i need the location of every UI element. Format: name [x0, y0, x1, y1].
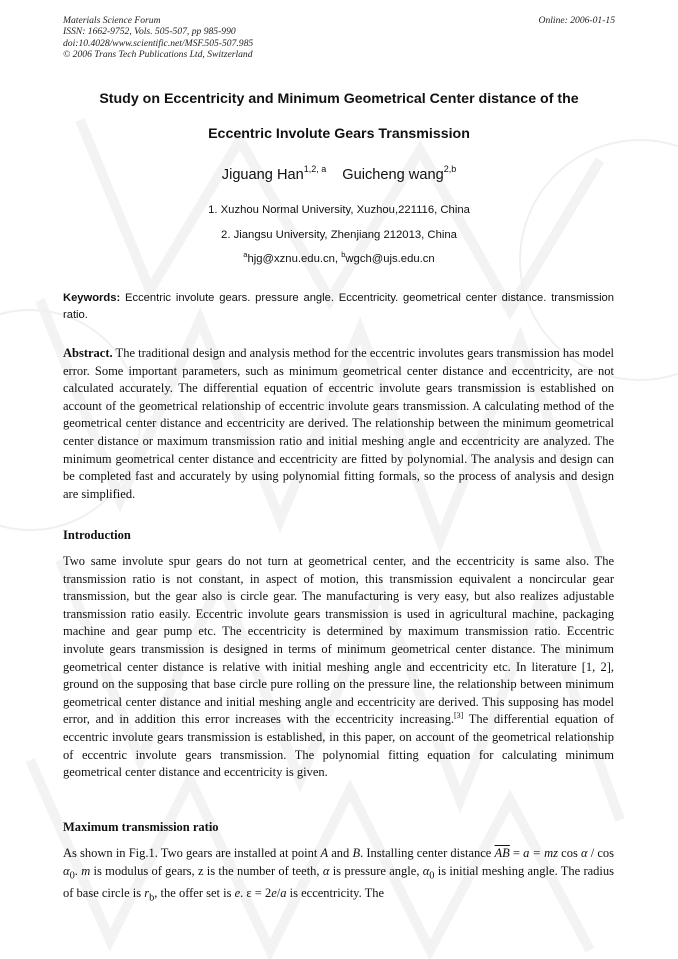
- introduction-heading: Introduction: [63, 528, 131, 542]
- online-date: Online: 2006-01-15: [538, 15, 615, 26]
- paper-title-line-1: Study on Eccentricity and Minimum Geometrical Center distance of the: [99, 91, 579, 107]
- introduction-paragraph: Two same involute spur gears do not turn at geometrical center, and the eccentricity is same also. The transmission ratio is not constant, in aspect of motion, this transmission equivalent a noncircular gear transmission, but the gear also is circle gear. The manufacturing is very easy, but also realizes adjustable transmission ratio easily. Eccentric involute gears transmission is used in agricultural machine, packaging machine and gear pump etc. The eccentricity is determined by maximum transmission ratio. Eccentric involute gears transmission is designed in terms of minimum geometrical center distance. The minimum geometrical center distance is relative with initial meshing angle and eccentricity etc. In literature [1, 2], ground on the supposing that base circle pure rolling on the pressure line, the relationship between minimum geometrical center distance and initial meshing angle and eccentricity are derived. This supposing has model error, and in addition this error increases with the eccentricity increasing.[3] The differential equation of eccentric involute gears transmission is established, in this paper, on account of the geometrical relationship of eccentric involute gears transmission. The polynomial fitting equation for calculating minimum geometrical center distance and eccentricity is given.: [63, 554, 614, 780]
- keywords-label: Keywords:: [63, 292, 121, 304]
- keywords-text: Eccentric involute gears. pressure angle. Eccentricity. geometrical center distance. transmission ratio.: [63, 292, 614, 322]
- author-1-affiliation: 1,2, a: [303, 164, 327, 174]
- doi-line[interactable]: doi:10.4028/www.scientific.net/MSF.505-507.985: [63, 37, 254, 49]
- author-list: [40, 164, 638, 183]
- affiliation-2: 2. Jiangsu University, Zhenjiang 212013, China: [221, 229, 457, 241]
- author-2-affiliation: 2,b: [443, 164, 457, 174]
- reference-citation[interactable]: [3]: [453, 711, 464, 721]
- email-a[interactable]: hjg@xznu.edu.cn,: [247, 253, 342, 265]
- author-emails: $^a$hjg@xznu.edu.cn, $^b$wgch@ujs.edu.cn: [243, 250, 435, 265]
- affiliation-1: 1. Xuzhou Normal University, Xuzhou,221116, China: [208, 204, 470, 216]
- paper-title-line-2: Eccentric Involute Gears Transmission: [208, 126, 470, 142]
- max-transmission-ratio-paragraph: As shown in Fig.1. Two gears are installed at point A and B. Installing center distance $\overline{AB} = a$ = mz cos α / $\cos \alpha_0$. m is modulus of gears, z is the number of teeth, α is pressure angle, $\alpha_0$ is initial meshing angle. The radius of base circle is $r_b$, the offer set is e. ε = 2e/a is eccentricity. The: [63, 846, 615, 904]
- abstract-label: Abstract.: [63, 346, 113, 360]
- abstract-paragraph: [63, 345, 614, 503]
- copyright-line: © 2006 Trans Tech Publications Ltd, Switzerland: [63, 49, 253, 61]
- issn-line: ISSN: 1662-9752, Vols. 505-507, pp 985-990: [63, 26, 236, 38]
- email-b[interactable]: wgch@ujs.edu.cn: [345, 253, 435, 265]
- keywords-block: [63, 290, 614, 325]
- abstract-text: The traditional design and analysis method for the eccentric involutes gears transmission has model error. Some important parameters, such as minimum geometrical center distance and eccentricity, are not calculated accurately. The differential equation of eccentric involute gears transmission is established on account of the geometrical relationship of eccentric involute gears transmission. A calculating method of the geometrical center distance and eccentricity are derived. The relationship between the minimum geometrical center distance or maximum transmission ratio and initial meshing angle and eccentricity are analyzed. The minimum geometrical center distance and eccentricity are fitted by polynomial. The analysis and design can be completed fast and accurately by using polynomial fitting formals, so the process of analysis and design are simplified.: [63, 346, 614, 501]
- journal-name: Materials Science Forum: [63, 15, 161, 26]
- author-1-name: Jiguang Han: [221, 167, 304, 183]
- segment-ab: $\overline{AB}$: [494, 846, 510, 860]
- max-transmission-ratio-heading: Maximum transmission ratio: [63, 820, 219, 834]
- journal-header: [63, 15, 253, 61]
- author-2-name: Guicheng wang: [342, 167, 444, 183]
